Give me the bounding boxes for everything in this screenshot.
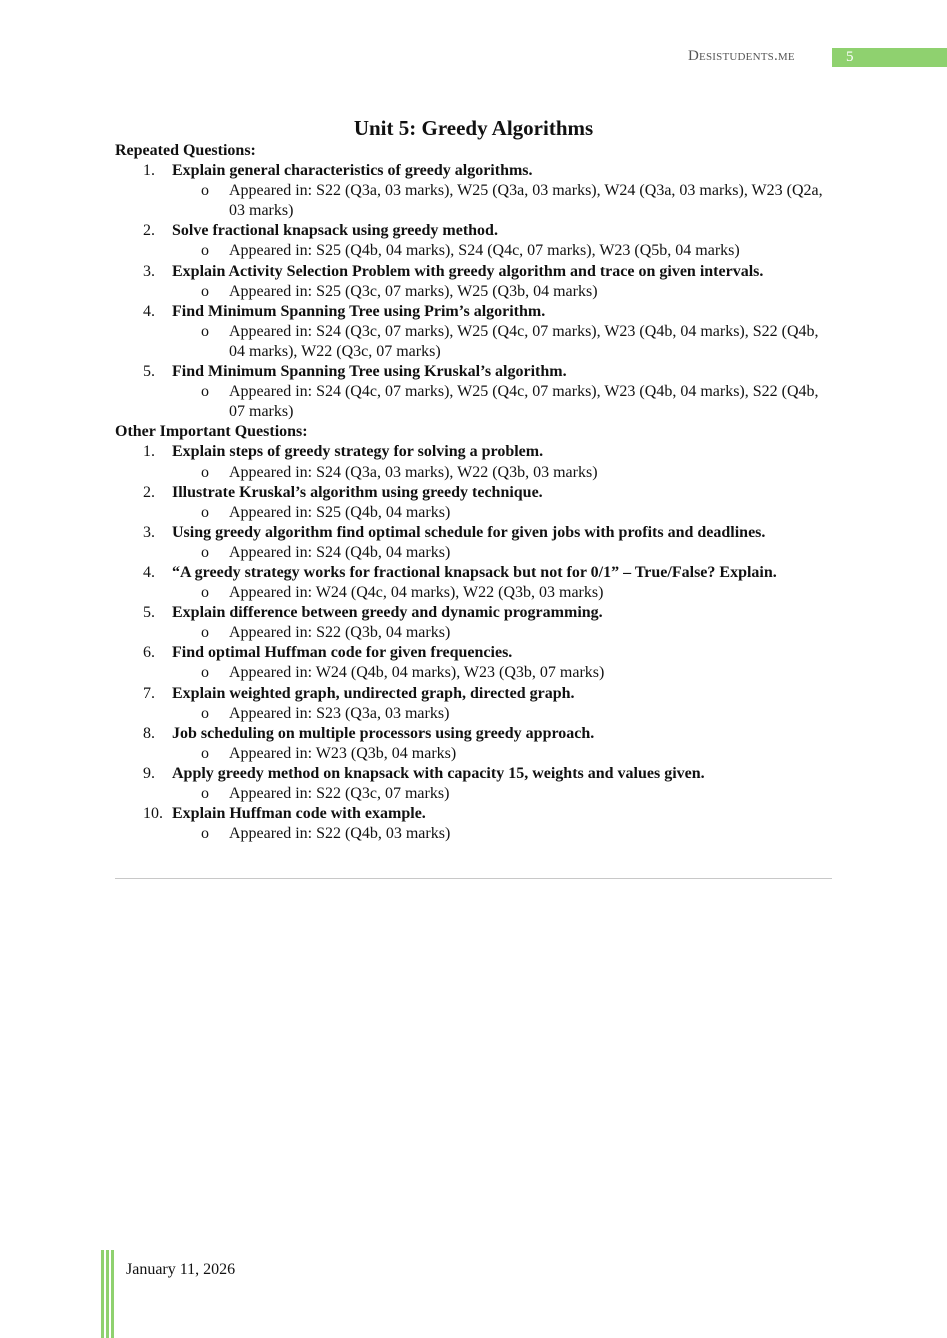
appeared-in — [115, 623, 832, 643]
appeared-text: Appeared in: W24 (Q4c, 04 marks), W22 (Q3b, 03 marks) — [229, 584, 604, 602]
bullet-icon: o — [201, 825, 209, 843]
question-text: Explain weighted graph, undirected graph, directed graph. — [172, 684, 575, 702]
appeared-text: Appeared in: S24 (Q4b, 04 marks) — [229, 543, 451, 561]
appeared-text: Appeared in: S25 (Q4b, 04 marks), S24 (Q4c, 07 marks), W23 (Q5b, 04 marks) — [229, 242, 740, 260]
question-text: Using greedy algorithm find optimal schedule for given jobs with profits and deadlines. — [172, 523, 766, 541]
divider — [115, 878, 832, 879]
question-number: 3. — [143, 262, 155, 280]
question-text: Illustrate Kruskal’s algorithm using greedy technique. — [172, 483, 543, 501]
appeared-in — [115, 663, 832, 683]
question-number: 1. — [143, 443, 155, 461]
appeared-in — [115, 463, 832, 483]
footer-bar — [106, 1250, 109, 1338]
question-item — [115, 362, 832, 382]
appeared-in — [115, 282, 832, 302]
question-item — [115, 764, 832, 784]
question-number: 4. — [143, 302, 155, 320]
question-number: 10. — [143, 805, 163, 823]
question-text: Explain general characteristics of greedy algorithms. — [172, 162, 533, 180]
appeared-in — [115, 744, 832, 764]
appeared-text: Appeared in: S24 (Q3a, 03 marks), W22 (Q3b, 03 marks) — [229, 463, 598, 481]
question-text: Solve fractional knapsack using greedy method. — [172, 222, 498, 240]
question-text: Find optimal Huffman code for given frequencies. — [172, 644, 513, 662]
question-number: 3. — [143, 523, 155, 541]
bullet-icon: o — [201, 744, 209, 762]
appeared-text: Appeared in: S22 (Q3b, 04 marks) — [229, 624, 451, 642]
appeared-text: Appeared in: S25 (Q4b, 04 marks) — [229, 503, 451, 521]
question-number: 8. — [143, 724, 155, 742]
question-text: Find Minimum Spanning Tree using Prim’s algorithm. — [172, 302, 546, 320]
question-number: 9. — [143, 764, 155, 782]
question-text: Apply greedy method on knapsack with capacity 15, weights and values given. — [172, 764, 705, 782]
appeared-in — [115, 241, 832, 261]
question-number: 4. — [143, 563, 155, 581]
question-number: 2. — [143, 483, 155, 501]
bullet-icon: o — [201, 664, 209, 682]
question-item — [115, 603, 832, 623]
appeared-in — [115, 824, 832, 844]
appeared-in — [115, 322, 832, 362]
section-heading: Repeated Questions: — [115, 142, 256, 159]
footer-bar — [111, 1250, 114, 1338]
question-text: Explain Huffman code with example. — [172, 805, 426, 823]
question-list — [115, 141, 832, 844]
bullet-icon: o — [201, 543, 209, 561]
question-text: “A greedy strategy works for fractional knapsack but not for 0/1” – True/False? Explain. — [172, 563, 777, 581]
bullet-icon: o — [201, 584, 209, 602]
bullet-icon: o — [201, 383, 209, 401]
question-item — [115, 221, 832, 241]
appeared-text: Appeared in: S24 (Q4c, 07 marks), W25 (Q4c, 07 marks), W23 (Q4b, 04 marks), S22 (Q4b, 07 marks) — [229, 383, 819, 421]
bullet-icon: o — [201, 624, 209, 642]
question-text: Explain difference between greedy and dynamic programming. — [172, 604, 603, 622]
question-item — [115, 724, 832, 744]
question-number: 5. — [143, 363, 155, 381]
appeared-text: Appeared in: S22 (Q3a, 03 marks), W25 (Q3a, 03 marks), W24 (Q3a, 03 marks), W23 (Q2a, 03 marks) — [229, 182, 823, 220]
section-heading: Other Important Questions: — [115, 423, 308, 441]
appeared-in — [115, 543, 832, 563]
appeared-in — [115, 784, 832, 804]
question-item — [115, 262, 832, 282]
question-number: 5. — [143, 604, 155, 622]
question-text: Explain Activity Selection Problem with greedy algorithm and trace on given intervals. — [172, 262, 764, 280]
header-site-name: Desistudents.me — [688, 48, 795, 64]
bullet-icon: o — [201, 242, 209, 260]
bullet-icon: o — [201, 503, 209, 521]
page-number-badge — [832, 48, 947, 67]
bullet-icon: o — [201, 785, 209, 802]
appeared-in — [115, 382, 832, 422]
appeared-text: Appeared in: S24 (Q3c, 07 marks), W25 (Q4c, 07 marks), W23 (Q4b, 04 marks), S22 (Q4b, 04 marks), W22 (Q3c, 07 marks) — [229, 322, 819, 360]
page-number: 5 — [846, 49, 854, 65]
question-item — [115, 804, 832, 824]
question-number: 1. — [143, 162, 155, 180]
footer-date: January 11, 2026 — [126, 1261, 236, 1278]
question-item — [115, 483, 832, 503]
bullet-icon: o — [201, 282, 209, 300]
bullet-icon: o — [201, 182, 209, 200]
appeared-in — [115, 503, 832, 523]
appeared-in — [115, 704, 832, 724]
question-item — [115, 302, 832, 322]
question-item — [115, 684, 832, 704]
bullet-icon: o — [201, 463, 209, 481]
question-item — [115, 523, 832, 543]
appeared-text: Appeared in: S22 (Q4b, 03 marks) — [229, 825, 451, 843]
appeared-text: Appeared in: W23 (Q3b, 04 marks) — [229, 744, 457, 762]
appeared-text: Appeared in: S22 (Q3c, 07 marks) — [229, 785, 450, 802]
appeared-in — [115, 583, 832, 603]
bullet-icon: o — [201, 322, 209, 340]
question-item — [115, 563, 832, 583]
question-text: Job scheduling on multiple processors using greedy approach. — [172, 724, 595, 742]
question-text: Find Minimum Spanning Tree using Kruskal’s algorithm. — [172, 363, 567, 381]
page-title: Unit 5: Greedy Algorithms — [353, 116, 594, 140]
appeared-in — [115, 181, 832, 221]
footer-bar — [101, 1250, 104, 1338]
question-item — [115, 643, 832, 663]
question-item — [115, 161, 832, 181]
question-number: 7. — [143, 684, 155, 702]
bullet-icon: o — [201, 704, 209, 722]
appeared-text: Appeared in: W24 (Q4b, 04 marks), W23 (Q3b, 07 marks) — [229, 664, 605, 682]
question-text: Explain steps of greedy strategy for solving a problem. — [172, 443, 544, 461]
appeared-text: Appeared in: S25 (Q3c, 07 marks), W25 (Q3b, 04 marks) — [229, 282, 598, 300]
question-item — [115, 442, 832, 462]
question-number: 2. — [143, 222, 155, 240]
question-number: 6. — [143, 644, 155, 662]
appeared-text: Appeared in: S23 (Q3a, 03 marks) — [229, 704, 450, 722]
